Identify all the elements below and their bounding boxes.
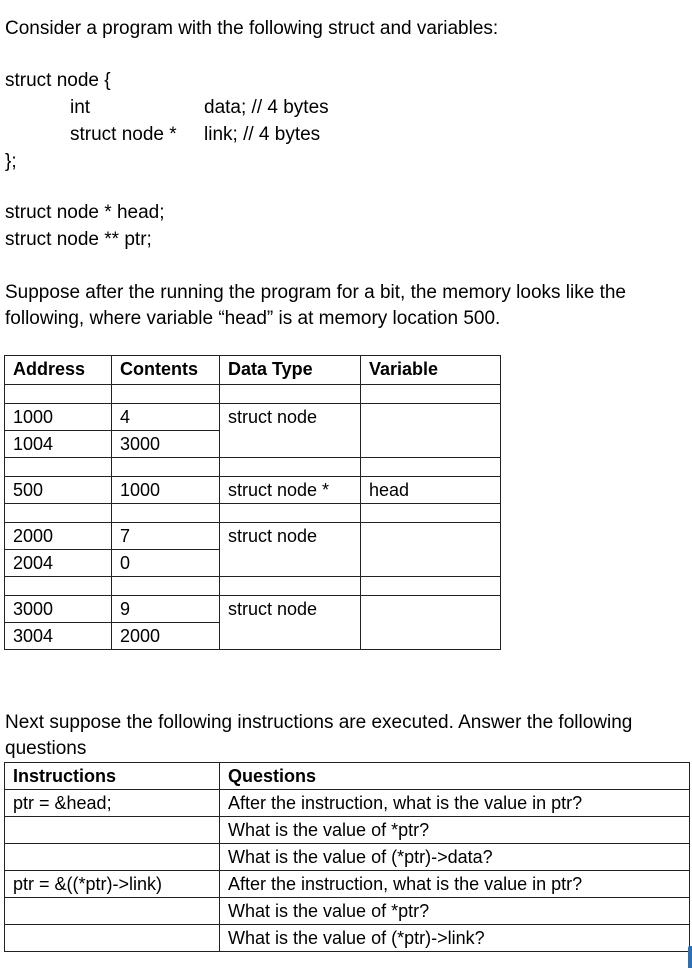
spacer-row	[5, 385, 501, 404]
address-cell: 1000	[5, 404, 112, 431]
instruction-cell	[5, 898, 220, 925]
code-field2-rest: link; // 4 bytes	[204, 124, 321, 145]
spacer-row	[5, 504, 501, 523]
code-decl-ptr: struct node ** ptr;	[5, 229, 152, 250]
question-cell: What is the value of *ptr?	[220, 898, 690, 925]
address-cell: 2000	[5, 523, 112, 550]
question-cell: What is the value of (*ptr)->link?	[220, 925, 690, 952]
instruction-cell	[5, 844, 220, 871]
next-intro-line1: Next suppose the following instructions are executed. Answer the following	[5, 712, 633, 733]
table-row	[5, 404, 501, 431]
instruction-cell	[5, 817, 220, 844]
contents-cell: 1000	[112, 477, 220, 504]
contents-cell: 9	[112, 596, 220, 623]
question-cell: What is the value of (*ptr)->data?	[220, 844, 690, 871]
code-struct-open: struct node {	[5, 70, 111, 91]
data-type-cell: struct node	[220, 404, 361, 458]
address-cell: 3000	[5, 596, 112, 623]
header-address: Address	[5, 356, 112, 385]
data-type-cell: struct node	[220, 596, 361, 650]
variable-cell	[361, 404, 501, 458]
table-row	[5, 477, 501, 504]
header-variable: Variable	[361, 356, 501, 385]
address-cell: 2004	[5, 550, 112, 577]
table-row	[5, 790, 690, 817]
spacer-row	[5, 577, 501, 596]
scroll-edge-marker	[688, 946, 692, 968]
address-cell: 500	[5, 477, 112, 504]
memory-table	[4, 355, 501, 650]
data-type-cell: struct node	[220, 523, 361, 577]
intro-text: Consider a program with the following struct and variables:	[5, 18, 499, 39]
contents-cell: 4	[112, 404, 220, 431]
question-cell: After the instruction, what is the value in ptr?	[220, 790, 690, 817]
header-instructions: Instructions	[5, 763, 220, 790]
table-row	[5, 523, 501, 550]
spacer-row	[5, 458, 501, 477]
code-struct-close: };	[5, 151, 17, 172]
question-cell: What is the value of *ptr?	[220, 817, 690, 844]
code-field1-type: int	[70, 97, 91, 118]
instruction-cell	[5, 925, 220, 952]
instructions-table	[4, 762, 690, 952]
variable-cell: head	[361, 477, 501, 504]
table-row	[5, 871, 690, 898]
code-field1-rest: data; // 4 bytes	[204, 97, 329, 118]
contents-cell: 0	[112, 550, 220, 577]
next-intro-line2: questions	[5, 738, 87, 759]
contents-cell: 2000	[112, 623, 220, 650]
instruction-cell: ptr = &((*ptr)->link)	[5, 871, 220, 898]
table-row	[5, 844, 690, 871]
memory-intro-line1: Suppose after the running the program for a bit, the memory looks like the	[5, 282, 626, 303]
memory-table-header	[5, 356, 501, 385]
header-questions: Questions	[220, 763, 690, 790]
table-row	[5, 898, 690, 925]
variable-cell	[361, 523, 501, 577]
header-contents: Contents	[112, 356, 220, 385]
question-cell: After the instruction, what is the value in ptr?	[220, 871, 690, 898]
contents-cell: 7	[112, 523, 220, 550]
address-cell: 3004	[5, 623, 112, 650]
code-field2-type: struct node *	[70, 124, 177, 145]
variable-cell	[361, 596, 501, 650]
instruction-cell: ptr = &head;	[5, 790, 220, 817]
contents-cell: 3000	[112, 431, 220, 458]
code-decl-head: struct node * head;	[5, 202, 165, 223]
table-row	[5, 596, 501, 623]
data-type-cell: struct node *	[220, 477, 361, 504]
header-data-type: Data Type	[220, 356, 361, 385]
instructions-table-header	[5, 763, 690, 790]
table-row	[5, 817, 690, 844]
table-row	[5, 925, 690, 952]
memory-intro-line2: following, where variable “head” is at memory location 500.	[5, 308, 501, 329]
address-cell: 1004	[5, 431, 112, 458]
